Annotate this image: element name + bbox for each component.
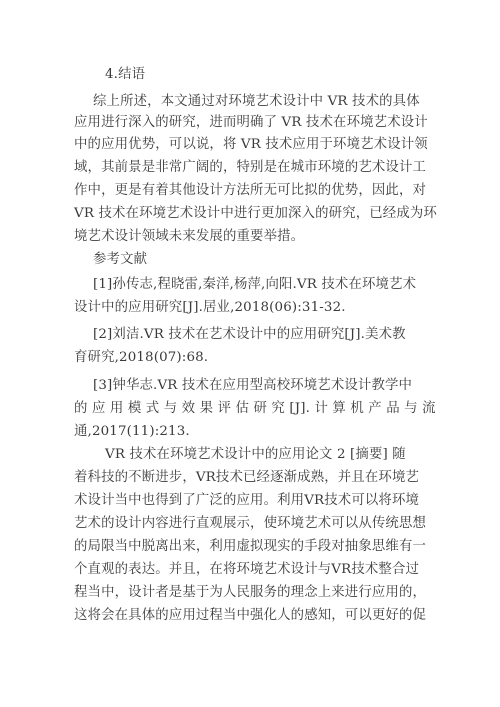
conclusion-line: 中的应用优势，可以说，将 VR 技术应用于环境艺术设计领 [74,137,428,152]
essay2-line: 的局限当中脱离出来，利用虚拟现实的手段对抽象思维有一 [74,539,427,554]
conclusion-line: 域，其前景是非常广阔的，特别是在城市环境的艺术设计工 [74,160,427,175]
conclusion-line: 境艺术设计领域未来发展的重要举措。 [74,229,305,244]
essay2-line: 这将会在具体的应用过程当中强化人的感知，可以更好的促 [74,608,427,623]
reference-line: [3]钟华志.VR 技术在应用型高校环境艺术设计教学中 [93,378,413,393]
essay2-line: 艺术的设计内容进行直观展示，使环境艺术可以从传统思想 [74,516,427,531]
reference-line: 的 应 用 模 式 与 效 果 评 估 研 究 [J]. 计 算 机 产 品 与 流 [74,401,436,416]
essay2-line: 着科技的不断进步，VR技术已经逐渐成熟，并且在环境艺 [74,470,420,485]
conclusion-line: 应用进行深入的研究，进而明确了 VR 技术在环境艺术设计 [74,115,428,130]
reference-line: 通,2017(11):213. [74,424,190,439]
essay2-line: 个直观的表达。并且，在将环境艺术设计与VR技术整合过 [74,562,420,577]
reference-line: 育研究,2018(07):68. [74,350,209,365]
reference-line: 设计中的应用研究[J].居业,2018(06):31-32. [74,300,346,315]
conclusion-line: 综上所述，本文通过对环境艺术设计中 VR 技术的具体 [93,94,420,109]
reference-line: [2]刘洁.VR 技术在艺术设计中的应用研究[J].美术教 [93,327,406,342]
essay2-line: 术设计当中也得到了广泛的应用。利用VR技术可以将环境 [74,493,420,508]
essay2-line: 程当中，设计者是基于为人民服务的理念上来进行应用的， [74,585,427,600]
conclusion-line: VR 技术在环境艺术设计中进行更加深入的研究，已经成为环 [74,206,437,221]
section-heading: 4.结语 [105,67,146,82]
references-heading: 参考文献 [93,252,148,267]
essay2-line: VR 技术在环境艺术设计中的应用论文 2 [摘要] 随 [105,447,406,462]
reference-line: [1]孙传志,程晓雷,秦洋,杨萍,向阳.VR 技术在环境艺术 [93,277,417,292]
conclusion-line: 作中，更是有着其他设计方法所无可比拟的优势，因此，对 [74,183,427,198]
